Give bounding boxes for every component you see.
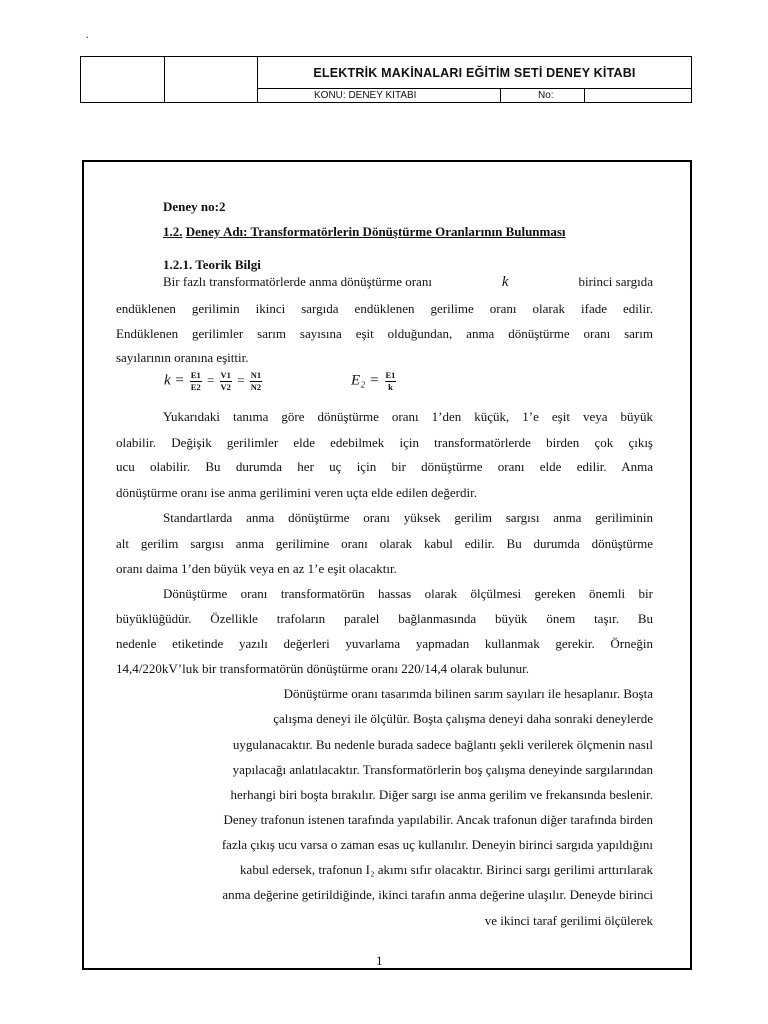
section-title: 1.2.1. Teorik Bilgi [163,257,261,272]
paragraph-line: Standartlarda anma dönüştürme oranı yüksek gerilim sargısı anma geriliminin [163,510,653,525]
header-no: No: [502,89,585,102]
paragraph-line: sayılarının oranına eşittir. [116,350,249,365]
paragraph-line: Dönüştürme oranı transformatörün hassas olarak ölçülmesi gereken önemli bir [163,586,653,601]
fraction: $\frac{E1}{E2}$ [190,370,201,392]
page-number: 1 [376,953,383,968]
header-konu: KONU: DENEY KITABI [258,89,501,102]
heading-number: 1.2. [163,224,183,239]
stray-mark: . [86,30,89,41]
header-logo-cell [81,57,165,102]
equation-ratio [164,370,264,393]
paragraph-line: çalışma deneyi ile ölçülür. Boşta çalışma deneyi daha sonraki deneylerde [273,711,653,726]
paragraph-line: fazla çıkış ucu varsa o zaman esas uç kullanılır. Deneyin birinci sargıda yapıldığını [221,837,653,852]
paragraph-line: anma değerine getirildiğinde, ikinci tarafın anma değerine ulaşılır. Deneyde birinci [222,887,653,902]
paragraph-line: ve ikinci taraf gerilimi ölçülerek [484,913,653,928]
paragraph-line: Dönüştürme oranı tasarımda bilinen sarım sayıları ile hesaplanır. Boşta [283,686,653,701]
heading-text: Deney Adı: Transformatörlerin Dönüştürme Oranlarının Bulunması [185,224,566,239]
fraction: $\frac{N1}{N2}$ [250,370,262,392]
paragraph-line: 14,4/220kV’luk bir transformatörün dönüştürme oranı 220/14,4 olarak bulunur. [116,661,530,676]
experiment-number: Deney no:2 [163,199,226,214]
header-title: ELEKTRİK MAKİNALARI EĞİTİM SETİ DENEY KİTABI [258,57,691,89]
paragraph-line: Deney trafonun istenen tarafında yapılabilir. Ancak trafonun diğer tarafında birden [223,812,653,827]
paragraph-line: Yukarıdaki tanıma göre dönüştürme oranı 1’den küçük, 1’e eşit veya büyük [163,409,653,424]
fraction: $\frac{E1}{k}$ [385,370,396,392]
paragraph-line: Endüklenen gerilimler sarım sayısına eşit olduğundan, anma dönüştürme oranı sarım [116,326,653,341]
paragraph-line: büyüklüğüdür. Özellikle trafoların paralel bağlanmasında büyük önem taşır. Bu [116,611,653,626]
text-segment: Bir fazlı transformatörlerde anma dönüştürme oranı [163,274,432,289]
paragraph-line: olabilir. Değişik gerilimler elde edebilmek için transformatörlerde birden çok çıkış [116,435,653,450]
paragraph-line: herhangi biri boşta bırakılır. Diğer sargı ise anma gerilim ve frekansında beslenir. [230,787,653,802]
paragraph-line: yapılacağı anlatılacaktır. Transformatörlerin boş çalışma deneyinde sargılarından [232,762,653,777]
equals-sign: = [206,372,215,388]
equation-e2 [351,370,398,393]
paragraph-line [163,273,653,291]
equation-lhs: k = [164,372,185,389]
experiment-heading [163,223,566,241]
fraction: $\frac{V1}{V2}$ [220,370,231,392]
paragraph-line: dönüştürme oranı ise anma gerilimini veren uçta elde edilen değerdir. [116,485,477,500]
text-segment: birinci sargıda [578,274,653,289]
header-blank-cell [165,57,258,102]
symbol-k: k [501,274,509,290]
equals-sign: = [237,372,245,388]
paragraph-line: ucu olabilir. Bu durumda her uç için bir dönüştürme oranı elde edilir. Anma [116,459,653,474]
document-header-table [80,56,692,103]
paragraph-line: endüklenen gerilimin ikinci sargıda endüklenen gerilime oranı olarak ifade edilir. [116,301,653,316]
paragraph-line: nedenle etiketinde yazılı değerleri yuvarlama yapmadan kullanmak gerekir. Örneğin [116,636,653,651]
paragraph-line: alt gerilim sargısı anma gerilimine oranı olarak kabul edilir. Bu durumda dönüştürme [116,536,653,551]
paragraph-line: kabul edersek, trafonun I₂ akımı sıfır olacaktır. Birinci sargı gerilimi arttırılarak [240,862,653,877]
paragraph-line: oranı daima 1’den büyük veya en az 1’e eşit olacaktır. [116,561,397,576]
equation-lhs: E₂ = [351,372,380,389]
paragraph-line: uygulanacaktır. Bu nedenle burada sadece bağlantı şekli verilerek ölçmenin nasıl [232,737,653,752]
